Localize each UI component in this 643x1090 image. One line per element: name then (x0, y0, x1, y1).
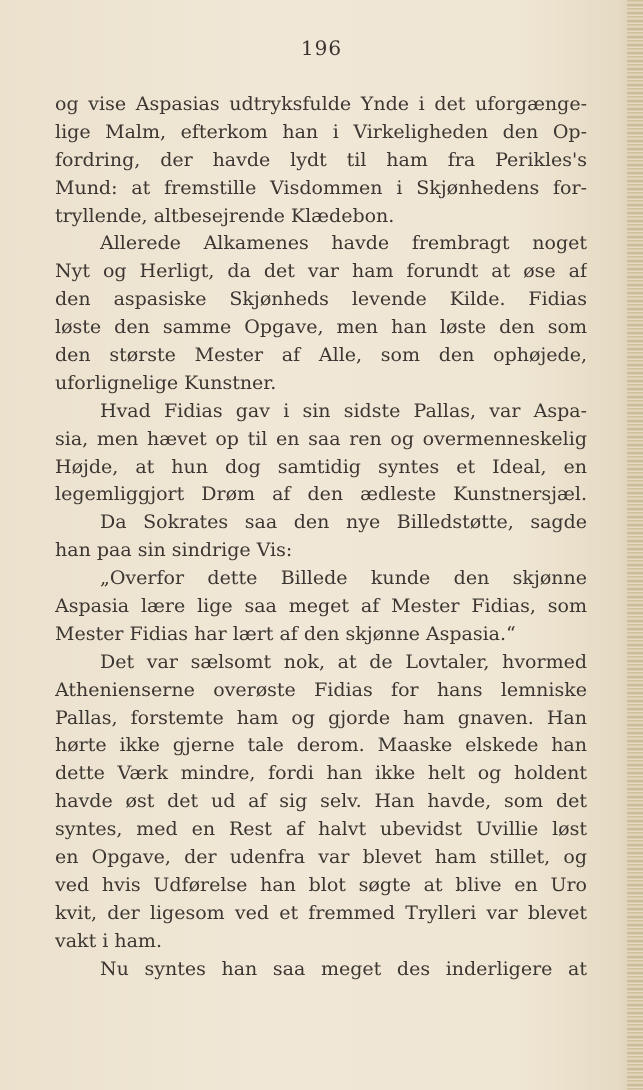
text-line: Det var sælsomt nok, at de Lovtaler, hvormed (100, 650, 587, 673)
text-line: Allerede Alkamenes havde frembragt noget (100, 232, 587, 255)
text-line: den største Mester af Alle, som den ophøjede, (55, 344, 587, 367)
text-line: Nu syntes han saa meget des inderligere at (100, 957, 587, 980)
text-line: Mund: at fremstille Visdommen i Skjønhedens for- (55, 176, 587, 199)
text-line: fordring, der havde lydt til ham fra Perikles's (55, 148, 587, 171)
text-line: legemliggjort Drøm af den ædleste Kunstnersjæl. (55, 483, 587, 506)
text-line: syntes, med en Rest af halvt ubevidst Uvillie løst (55, 818, 587, 841)
text-line: han paa sin sindrige Vis: (55, 539, 293, 562)
text-line: Nyt og Herligt, da det var ham forundt at øse af (55, 260, 587, 283)
text-line: den aspasiske Skjønheds levende Kilde. Fidias (55, 288, 587, 311)
text-line: kvit, der ligesom ved et fremmed Trylleri var blevet (55, 901, 587, 924)
text-line: og vise Aspasias udtryksfulde Ynde i det uforgænge- (55, 93, 587, 115)
text-line: hørte ikke gjerne tale derom. Maaske elskede han (55, 734, 587, 757)
text-line: dette Værk mindre, fordi han ikke helt og holdent (55, 762, 587, 785)
text-line: lige Malm, efterkom han i Virkeligheden den Op- (55, 120, 587, 143)
text-line: Aspasia lære lige saa meget af Mester Fidias, som (55, 595, 587, 618)
text-line: løste den samme Opgave, men han løste den som (55, 316, 587, 339)
text-line: Hvad Fidias gav i sin sidste Pallas, var Aspa- (100, 399, 587, 422)
text-line: havde øst det ud af sig selv. Han havde, som det (55, 790, 587, 813)
text-line: sia, men hævet op til en saa ren og overmenneskelig (55, 427, 587, 450)
text-line: Højde, at hun dog samtidig syntes et Ideal, en (55, 455, 587, 478)
text-line: „Overfor dette Billede kunde den skjønne (100, 567, 587, 590)
text-line: en Opgave, der udenfra var blevet ham stillet, og (55, 846, 587, 869)
text-line: tryllende, altbesejrende Klædebon. (55, 204, 395, 227)
text-line: Mester Fidias har lært af den skjønne Aspasia.“ (55, 622, 516, 645)
text-line: ved hvis Udførelse han blot søgte at blive en Uro (55, 873, 587, 896)
body-text (55, 91, 587, 984)
text-line: uforlignelige Kunstner. (55, 371, 277, 394)
text-line: Da Sokrates saa den nye Billedstøtte, sagde (100, 511, 587, 534)
text-line: Pallas, forstemte ham og gjorde ham gnaven. Han (55, 706, 587, 729)
page-edge (627, 0, 643, 1090)
page-number: 196 (300, 36, 343, 60)
text-line: Athenienserne overøste Fidias for hans lemniske (55, 678, 587, 701)
text-line: vakt i ham. (55, 929, 162, 952)
